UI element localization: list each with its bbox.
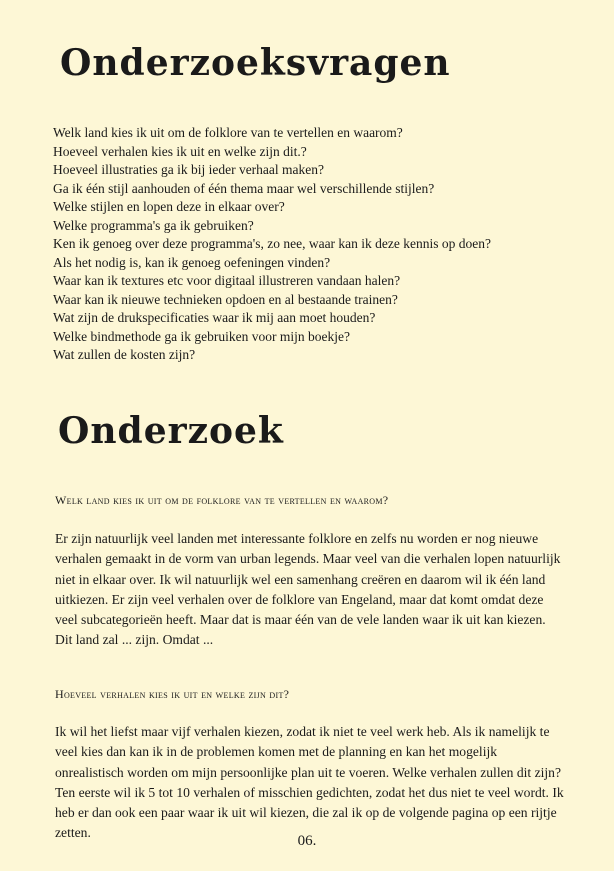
research-subheading: Welk land kies ik uit om de folklore van te vertellen en waarom? [55,493,389,507]
research-subheading: Hoeveel verhalen kies ik uit en welke zijn dit? [55,687,290,701]
research-title: Onderzoek [58,410,284,452]
question-item: Welke programma's ga ik gebruiken? [53,217,254,233]
question-item: Als het nodig is, kan ik genoeg oefeningen vinden? [53,254,331,270]
question-item: Waar kan ik textures etc voor digitaal illustreren vandaan halen? [53,273,401,288]
research-paragraph: Er zijn natuurlijk veel landen met interessante folklore en zelfs nu worden er nog nieuwe verhalen gemaakt in de vorm van urban legends. Maar veel van die verhalen lopen natuurlijk niet in elkaar over. Ik wil natuurlijk wel een samenhang creëren en daarom wil ik één land uitkiezen. Er zijn veel verhalen over de folklore van Engeland, maar dat komt omdat deze veel subcategorieën heeft. Maar dat is maar één van de vele landen waar ik uit kan kiezen. Dit land zal ... zijn. Omdat ... [55,531,561,648]
question-item: Welke bindmethode ga ik gebruiken voor mijn boekje? [53,328,350,344]
questions-title: Onderzoeksvragen [60,42,451,84]
question-item: Hoeveel verhalen kies ik uit en welke zijn dit.? [53,143,307,159]
question-item: Welk land kies ik uit om de folklore van te vertellen en waarom? [53,125,403,140]
page-number: 06. [297,833,317,849]
research-paragraph: Ik wil het liefst maar vijf verhalen kiezen, zodat ik niet te veel werk heb. Als ik namelijk te veel kies dan kan ik in de problemen komen met de planning en kan het mogelijk onrealistisch worden om mijn persoonlijke plan uit te voeren. Welke verhalen zullen dit zijn? Ten eerste wil ik 5 tot 10 verhalen of misschien gedichten, zodat het dus niet te veel wordt. Ik heb er dan ook een paar waar ik uit wil kiezen, die zal ik op de volgende pagina op een rijtje zetten. [55,724,564,841]
question-item: Wat zullen de kosten zijn? [53,347,196,362]
question-item: Wat zijn de drukspecificaties waar ik mij aan moet houden? [53,310,376,325]
question-item: Waar kan ik nieuwe technieken opdoen en al bestaande trainen? [53,291,398,307]
question-item: Welke stijlen en lopen deze in elkaar over? [53,199,285,214]
question-item: Hoeveel illustraties ga ik bij ieder verhaal maken? [53,162,325,177]
questions-list [53,124,491,365]
question-item: Ga ik één stijl aanhouden of één thema maar wel verschillende stijlen? [53,180,435,196]
question-item: Ken ik genoeg over deze programma's, zo nee, waar kan ik deze kennis op doen? [53,236,492,251]
